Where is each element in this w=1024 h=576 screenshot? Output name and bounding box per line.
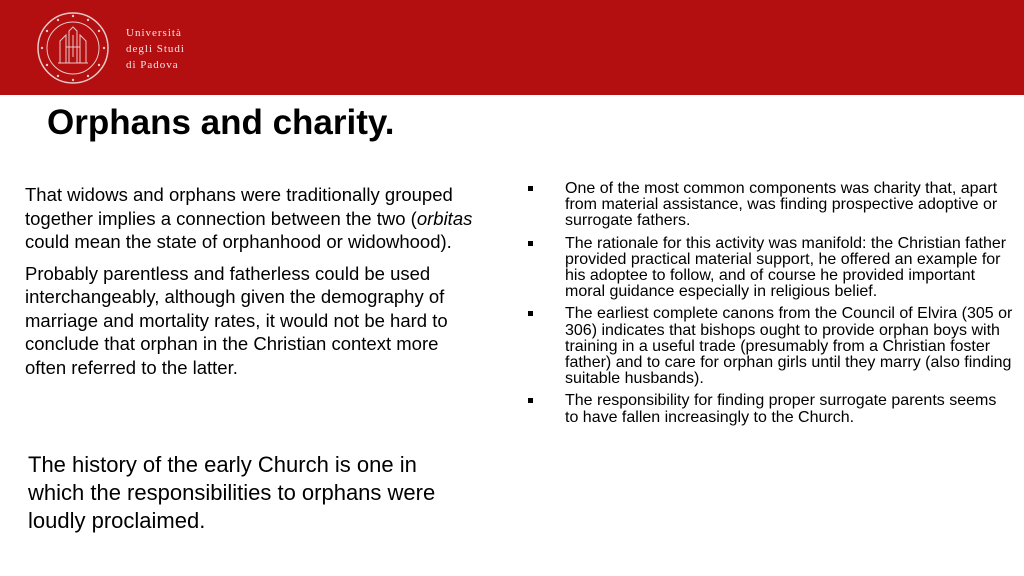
left-column [25,183,480,379]
left-paragraph-1-text-b: could mean the state of orphanhood or widowhood). [25,231,452,252]
bullet-item [524,393,1014,425]
university-name-line-1: Università [126,27,182,39]
bullet-text: The responsibility for finding proper surrogate parents seems to have fallen increasingly to the Church. [565,392,997,426]
university-name-line-2: degli Studi [126,43,185,55]
bullet-marker-icon [528,241,533,246]
left-paragraph-1-italic-term: orbitas [416,207,473,229]
left-paragraph-2: Probably parentless and fatherless could be used interchangeably, although given the demography of marriage and mortality rates, it would not be hard to conclude that orphan in the Christian context more often referred to the latter. [25,262,448,378]
bullet-item [524,236,1014,301]
bullet-item [524,181,1014,230]
bullet-marker-icon [528,398,533,403]
university-name-line-3: di Padova [126,59,179,71]
left-paragraph-1 [25,183,480,254]
left-paragraph-1-text-a: That widows and orphans were traditionally grouped together implies a connection between the two ( [25,184,453,229]
bullet-text: The rationale for this activity was manifold: the Christian father provided practical material support, he offered an example for his adoptee to follow, and of course he provided important moral guidance especially in religious belief. [565,234,1007,301]
bullet-item [524,306,1014,387]
university-seal-icon [36,11,110,85]
bullet-marker-icon [528,186,533,191]
left-paragraph-3: The history of the early Church is one in which the responsibilities to orphans were loudly proclaimed. [28,452,436,533]
slide-title: Orphans and charity. [47,103,395,142]
bullet-marker-icon [528,311,533,316]
bullet-list [524,181,1014,432]
bullet-text: One of the most common components was charity that, apart from material assistance, was finding prospective adoptive or surrogate fathers. [565,180,998,230]
header-banner [0,0,1024,95]
bullet-text: The earliest complete canons from the Council of Elvira (305 or 306) indicates that bishops ought to provide orphan boys with training in a useful trade (presumably from a Christian foster father) and to care for orphan girls until they marry (also finding suitable husbands). [565,305,1013,388]
university-name [126,25,185,73]
